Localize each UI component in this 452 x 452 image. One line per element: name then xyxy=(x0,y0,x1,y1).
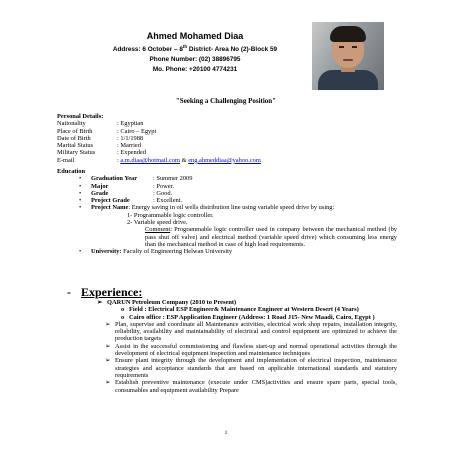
applicant-photo xyxy=(312,22,384,90)
education-item: • Graduation Year : Summer 2009 xyxy=(79,175,193,183)
objective-statement: "Seeking a Challenging Position" xyxy=(175,97,277,105)
company-heading: ➢ QARUN Petroleum Company (2010 to Present) xyxy=(97,299,237,306)
phone-line: Phone Number: (02) 38896795 xyxy=(149,56,241,64)
duty-item: ➢ Ensure plant integrity through the development and implementation of electrical inspection, maintenance strategies and acceptance standards that are based on applicable international standards and statutory requirements xyxy=(105,357,397,379)
job-item: o Cairo office : ESP Application Engineer (Address: 1 Road J15- New Maadi, Cairo, Egypt ) xyxy=(121,313,375,321)
personal-row: Date of Birth : 1/1/1988 xyxy=(57,134,144,142)
university-item: • University: Faculty of Engineering Helwan University xyxy=(79,248,233,256)
education-section xyxy=(57,168,397,256)
experience-title: - Experience: xyxy=(67,285,143,299)
email-row: E-mail : a.m.diaa@hotmail.com & eng.ahmeddiaa@yahoo.com xyxy=(57,156,261,164)
project-name-item: • Project Name: Energy saving in oil wells distribution line using variable speed drive by using: 1- Programmable logic controller. 2- Variable speed drive. Comment: Programmable logic controller used in company between the mechanical method (by pass shut off valve) and electrical method (variable speed drive) which consuming less energy than the mechanical method in case of high load requirements. xyxy=(79,204,397,248)
page-number: 1 xyxy=(224,430,228,436)
project-sub-item: 2- Variable speed drive. xyxy=(127,219,188,227)
contact-block xyxy=(80,30,310,75)
job-item: o Field : Electrical ESP Engineer& Maintenance Engineer at Western Desert (4 Years) xyxy=(121,306,359,314)
project-sub-item: 1- Programmable logic controller. xyxy=(127,211,214,219)
education-item: • Grade : Good. xyxy=(79,189,173,197)
email-link-yahoo[interactable]: eng.ahmeddiaa@yahoo.com xyxy=(188,156,261,164)
personal-row: Nationality : Egyptian xyxy=(57,120,144,128)
duty-item: ➢ Plan, supervise and coordinate all Maintenance activities, electrical work shop repairs, installation integrity, reliability, availability and maintainability of electrical and control equipment are optimized to achieve the production targets xyxy=(105,320,397,343)
project-comment: Comment: Programmable logic controller used in company between the mechanical method (by pass shut off valve) and electrical method (variable speed drive) which consuming less energy than the mechanical method in case of high load requirements. xyxy=(145,226,397,248)
applicant-name: Ahmed Mohamed Diaa xyxy=(146,31,244,41)
email-link-hotmail[interactable]: a.m.diaa@hotmail.com xyxy=(120,156,181,164)
education-item: • Major : Power. xyxy=(79,182,174,190)
duty-item: ➢ Establish preventive maintenance (execute under CMS)activities and ensure spare parts, special tools, consumables and equipment availability Prepare xyxy=(105,379,397,394)
personal-details-section xyxy=(57,113,397,164)
personal-details-title: Personal Details: xyxy=(57,113,104,120)
experience-section xyxy=(57,285,397,394)
personal-row: Military Status : Expended xyxy=(57,149,146,157)
address-line: Address: 6 October – 8th District- Area No (2)-Block 59 xyxy=(112,44,278,54)
duty-item: ➢ Assist in the successful commissioning and flawless start-up and normal operational activities through the development of electrical equipment inspection and maintenance techniques xyxy=(105,342,397,358)
personal-row: Place of Birth : Cairo – Egypt xyxy=(57,127,157,135)
personal-row: Marital Status : Married xyxy=(57,142,141,150)
resume-header xyxy=(0,22,452,90)
education-title: Education xyxy=(57,168,86,175)
education-item: • Project Grade : Excellent. xyxy=(79,197,183,205)
mobile-line: Mo. Phone: +20100 4774231 xyxy=(152,66,238,74)
